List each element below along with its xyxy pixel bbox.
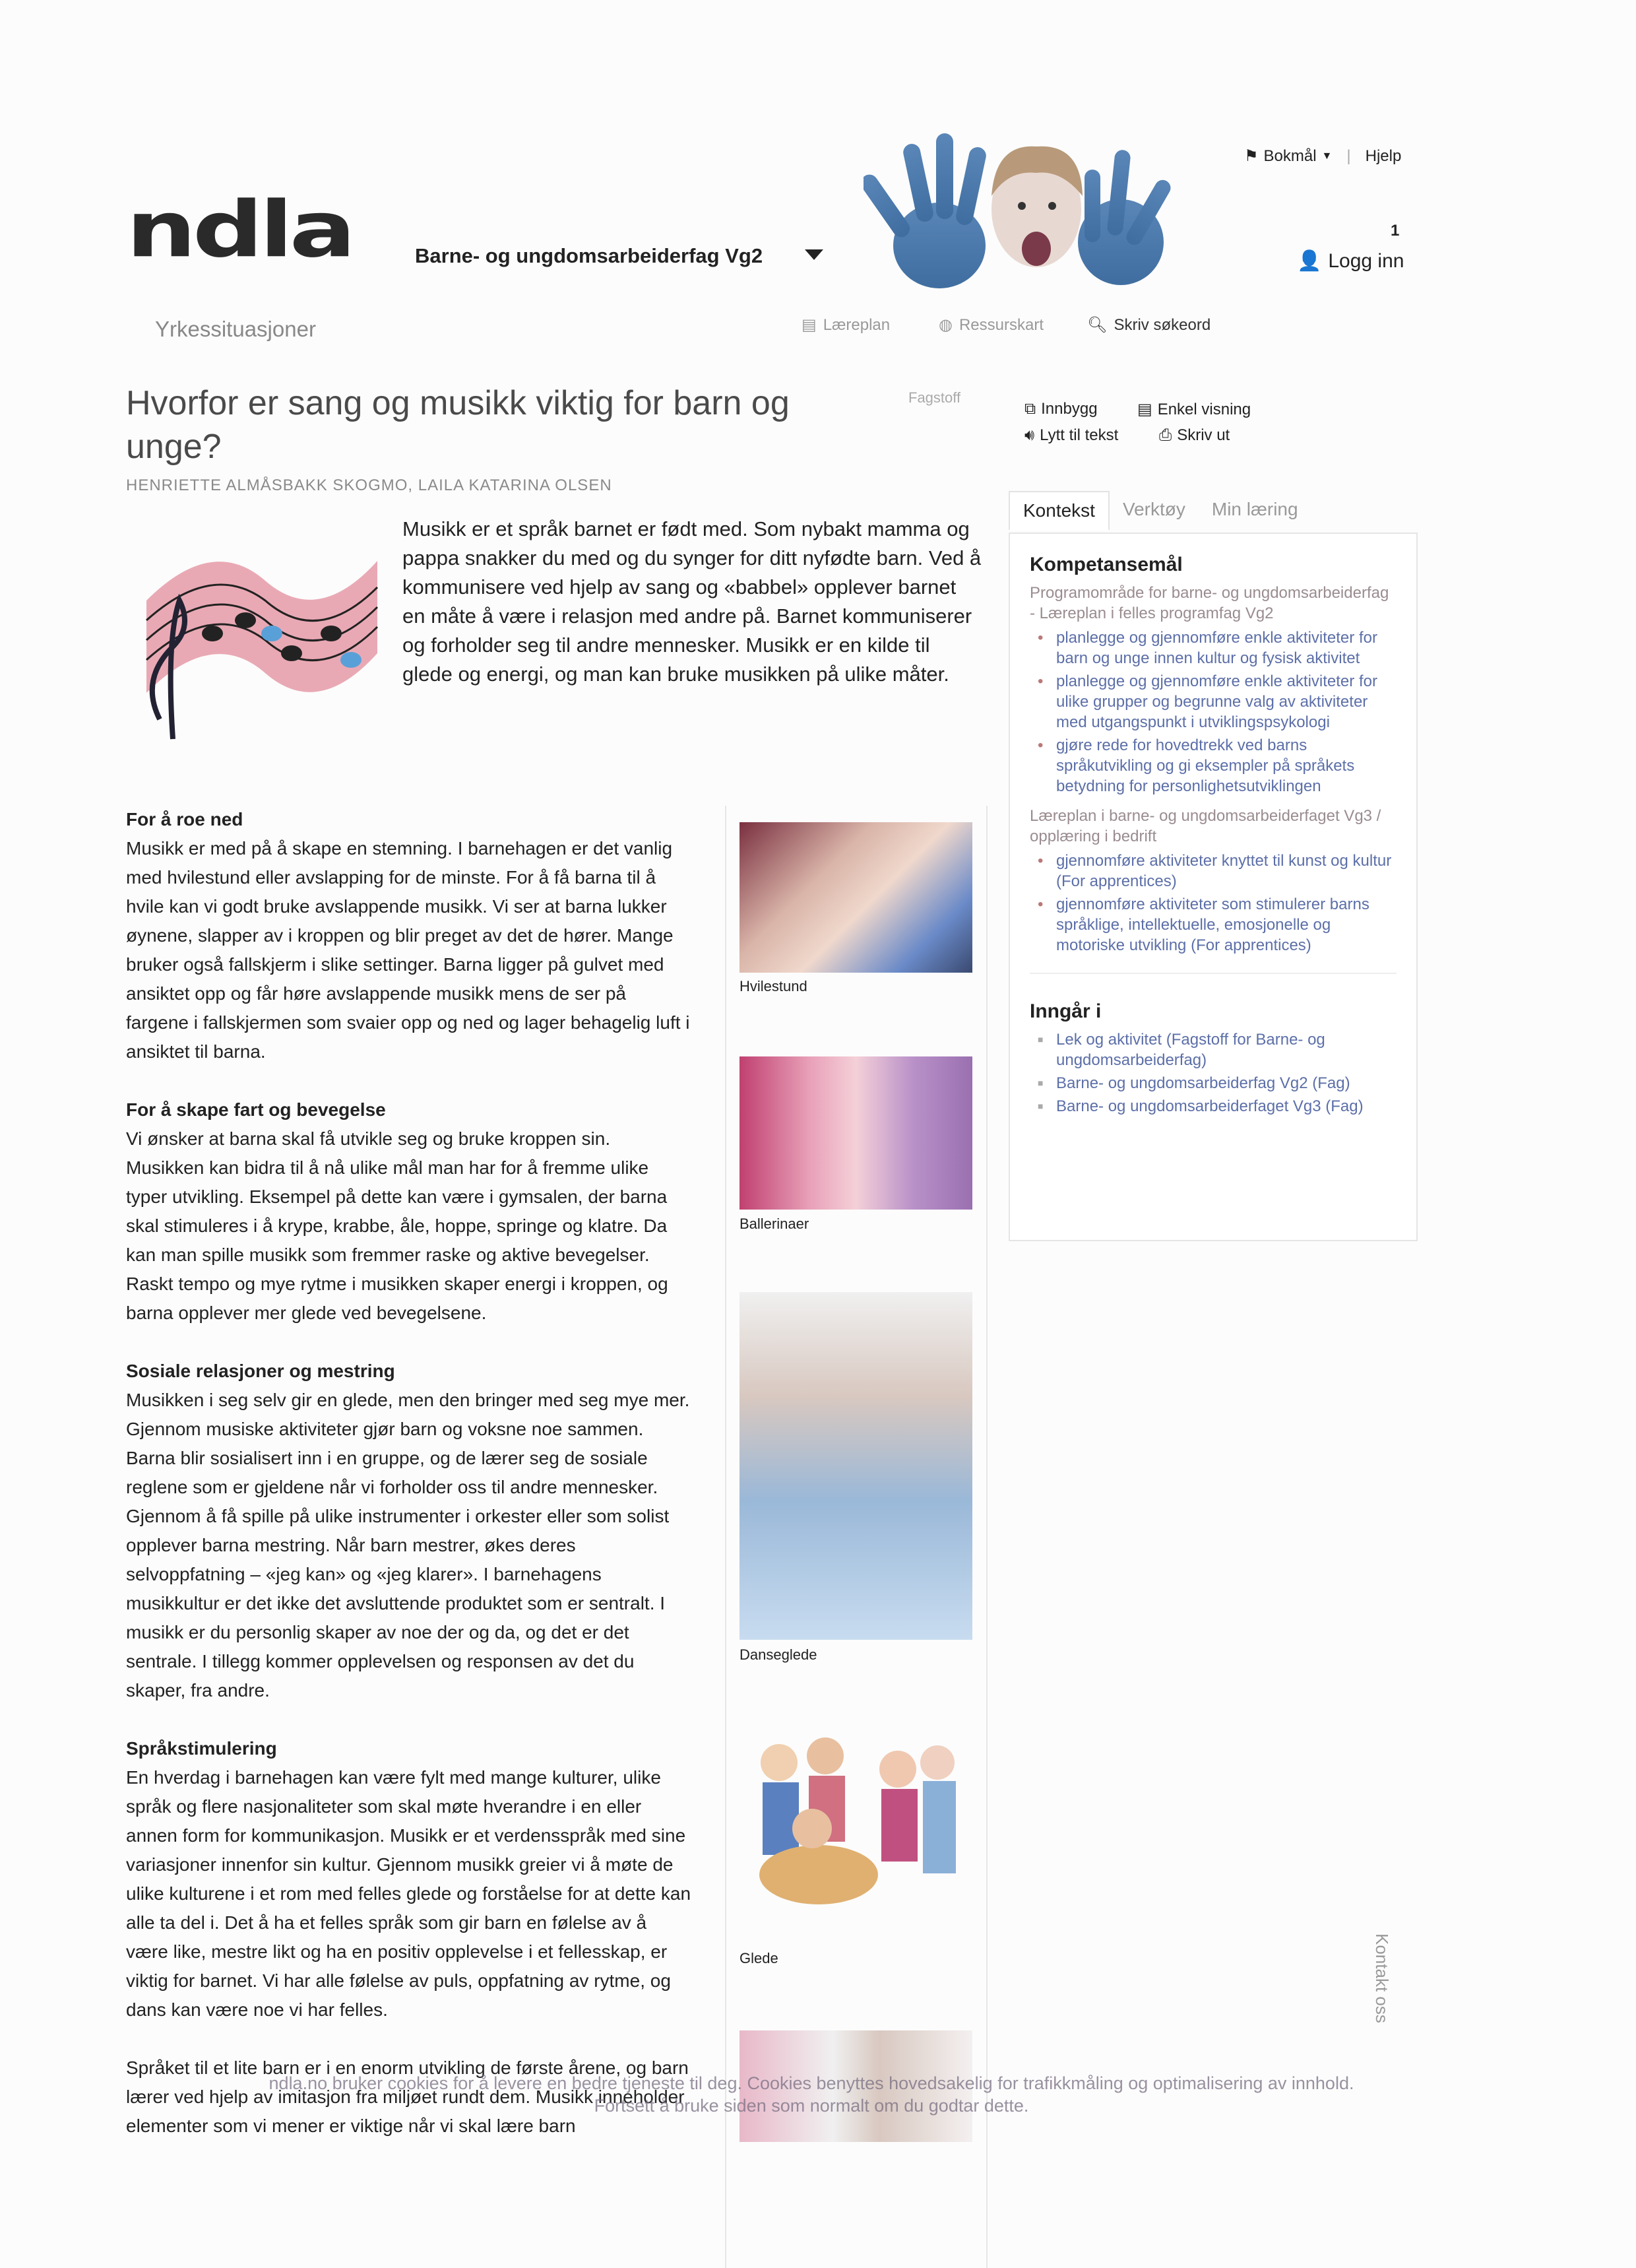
section-heading: Språkstimulering [126,1738,277,1759]
listen-label: Lytt til tekst [1040,426,1119,444]
image-caption: Ballerinaer [739,1215,809,1232]
tab-kontekst[interactable]: Kontekst [1009,491,1110,531]
competence-heading: Kompetansemål [1030,554,1183,575]
caret-down-icon: ▼ [1321,150,1333,162]
help-link[interactable]: Hjelp [1365,146,1402,165]
external-link-icon: ⧉ [1024,400,1036,418]
photo-resting-child[interactable] [739,822,972,973]
music-notes-image [133,521,388,760]
speaker-icon: 🔊︎ [1024,426,1035,444]
part-of-heading: Inngår i [1030,1000,1102,1022]
search-icon: 🔍︎ [1087,316,1108,334]
cookie-notice[interactable]: ndla.no bruker cookies for å levere en bedre tjeneste til deg. Cookies benyttes hovedsakelig for trafikkmåling og optimalisering av innhold. Fortsett å bruke siden som normalt om du godtar dette. [268,2073,1354,2116]
book-icon: ▤ [802,316,817,334]
section-text: Språket til et lite barn er i en enorm utvikling de første årene, og barn lærer ved hjelp av imitasjon fra miljøet rundt dem. Musikk inneholder elementer som vi mener er viktige når vi skal lære barn [126,2057,689,2136]
section-text: Musikken i seg selv gir en glede, men den bringer med seg mye mer. Gjennom musiske aktiviteter gjør barn og voksne noe sammen. Barna blir sosialisert inn i en gruppe, og de lærer seg de sosiale reglene som er gjeldene når vi forholder oss til andre mennesker. Gjennom å få spille på ulike instrumenter i orkester eller som solist opplever barna mestring. Når barn mestrer, økes deres selvoppfatning – «jeg kan» og «jeg klarer». I barnehagens musikkultur er det ikke det avsluttende produktet som er sentralt. I musikk er du personlig skaper av noe der og da, og det er det sentrale. I tillegg kommer opplevelsen og responsen av det du skaper, fra andre. [126,1390,690,1701]
article-intro: Musikk er et språk barnet er født med. Som nybakt mamma og pappa snakker du med og du synger for ditt nyfødte barn. Ved å kommunisere ved hjelp av sang og «babbel» opplever barnet en måte å være i relasjon med andre på. Barnet kommuniserer og forholder seg til andre mennesker. Musikk er en kilde til glede og energi, og man kan bruke musikken på ulike måter. [402,517,982,686]
login-label: Logg inn [1328,249,1404,272]
photo-dancing[interactable] [739,1292,972,1640]
curriculum-label: Læreplan [823,315,891,334]
divider: | [1346,146,1351,165]
section-heading: For å roe ned [126,809,243,829]
simple-view-button[interactable] [1137,400,1251,419]
curriculum-group-title: Programområde for barne- og ungdomsarbeiderfag - Læreplan i felles programfag Vg2 [1030,584,1389,622]
contact-tab[interactable]: Kontakt oss [1372,1933,1392,2023]
print-button[interactable] [1159,426,1230,445]
search-input[interactable] [1087,315,1211,335]
part-of-link[interactable]: ■ Barne- og ungdomsarbeiderfaget Vg3 (Fag) [1056,1096,1397,1117]
article-authors: HENRIETTE ALMÅSBAKK SKOGMO, LAILA KATARINA OLSEN [126,476,612,494]
book-icon: ▤ [1137,401,1152,418]
tab-min-laering[interactable]: Min læring [1211,499,1298,519]
photo-ballerinas[interactable] [739,1056,972,1210]
flag-icon: ⚑ [1244,147,1259,165]
section-text: En hverdag i barnehagen kan være fylt med mange kulturer, ulike språk og flere nasjonaliteter som skal møte hverandre i en eller annen form for kommunikasjon. Musikk er et verdensspråk med sine variasjoner innenfor sin kultur. Gjennom musikk greier vi å møte de ulike kulturene i et rom med felles glede og forståelse for at dette kan alle ta del i. Det å ha et felles språk som gir barn en følelse av å være like, mestre likt og ha en positiv opplevelse i et fellesskap, er viktig for barnet. Vi har alle følelse av puls, oppfatning av rytme, og dans kan være noe vi har felles. [126,1767,691,2020]
sidebar-tabs [1009,491,1311,531]
tab-verktoy[interactable]: Verktøy [1122,499,1185,519]
globe-icon: ◍ [939,316,953,334]
section-text: Vi ønsker at barna skal få utvikle seg og bruke kroppen sin. Musikken kan bidra til å nå ulike mål man har for å fremme ulike typer utvikling. Eksempel på dette kan være i gymsalen, der barna skal stimuleres i å krype, krabbe, åle, hoppe, springe og klatre. Da kan man spille musikk som fremmer raske og aktive bevegelser. Raskt tempo og mye rytme i musikken skaper energi i kroppen, og barna opplever mer glede ved bevegelsene. [126,1128,668,1323]
user-icon: 👤 [1297,250,1322,272]
search-placeholder: Skriv søkeord [1114,315,1211,334]
image-caption: Glede [739,1950,778,1966]
section-heading: Sosiale relasjoner og mestring [126,1361,395,1381]
content-type-label: Fagstoff [908,389,961,406]
context-panel [1009,533,1418,1241]
article-body [126,805,693,2170]
page-title: Hvorfor er sang og musikk viktig for barn og unge? [126,384,790,466]
section-heading: For å skape fart og bevegelse [126,1099,386,1120]
print-label: Skriv ut [1177,426,1230,444]
embed-button[interactable] [1024,400,1098,418]
competence-goal-link[interactable]: • gjennomføre aktiviteter som stimulerer barns språklige, intellektuelle, emosjonelle og motoriske utvikling (For apprentices) [1056,894,1397,956]
curriculum-group-title: Læreplan i barne- og ungdomsarbeiderfaget Vg3 / opplæring i bedrift [1030,807,1381,845]
listen-button[interactable] [1024,426,1118,445]
login-button[interactable] [1297,249,1404,273]
competence-goal-link[interactable]: • gjennomføre aktiviteter knyttet til kunst og kultur (For apprentices) [1056,851,1397,891]
language-label: Bokmål [1263,146,1317,165]
competence-goal-link[interactable]: • planlegge og gjennomføre enkle aktiviteter for barn og unge innen kultur og fysisk aktivitet [1056,628,1397,668]
simple-view-label: Enkel visning [1157,400,1251,418]
embed-label: Innbygg [1041,400,1098,418]
print-icon: ⎙ [1159,426,1172,444]
language-selector[interactable] [1244,146,1332,166]
resource-map-label: Ressurskart [959,315,1044,334]
competence-goal-link[interactable]: • gjøre rede for hovedtrekk ved barns språkutvikling og gi eksempler på språkets betydning for personlighetsutviklingen [1056,735,1397,796]
notification-count: 1 [1391,222,1400,240]
divider [1030,973,1397,974]
image-caption: Hvilestund [739,978,807,994]
image-caption: Danseglede [739,1646,817,1663]
hero-image [864,130,1208,290]
resource-map-link[interactable] [939,315,1044,335]
competence-goal-link[interactable]: • planlegge og gjennomføre enkle aktiviteter for ulike grupper og begrunne valg av aktiviteter med utgangspunkt i utviklingspsykologi [1056,671,1397,732]
part-of-link[interactable]: ■ Barne- og ungdomsarbeiderfag Vg2 (Fag) [1056,1073,1397,1093]
curriculum-link[interactable] [802,315,890,335]
subject-selector[interactable]: Barne- og ungdomsarbeiderfag Vg2 [415,244,763,267]
chevron-down-icon[interactable] [805,249,823,260]
top-links [1244,146,1401,166]
illustration-singing-children[interactable] [739,1730,972,1939]
ndla-logo[interactable]: ndla [126,185,352,275]
section-text: Musikk er med på å skape en stemning. I barnehagen er det vanlig med hvilestund eller avslapping for de minste. For å få barna til å hvile kan vi godt bruke avslappende musikk. Vi ser at barna lukker øynene, slapper av i kroppen og blir preget av det de hører. Mange bruker også fallskjerm i slike settinger. Barna ligger på gulvet med ansiktet opp og får høre avslappende musikk mens de ser på fargene i fallskjermen som svaier opp og ned og lager behagelig luft i ansiktet til barna. [126,838,690,1062]
part-of-link[interactable]: ■ Lek og aktivitet (Fagstoff for Barne- og ungdomsarbeiderfag) [1056,1029,1397,1070]
section-name[interactable]: Yrkessituasjoner [155,317,316,341]
